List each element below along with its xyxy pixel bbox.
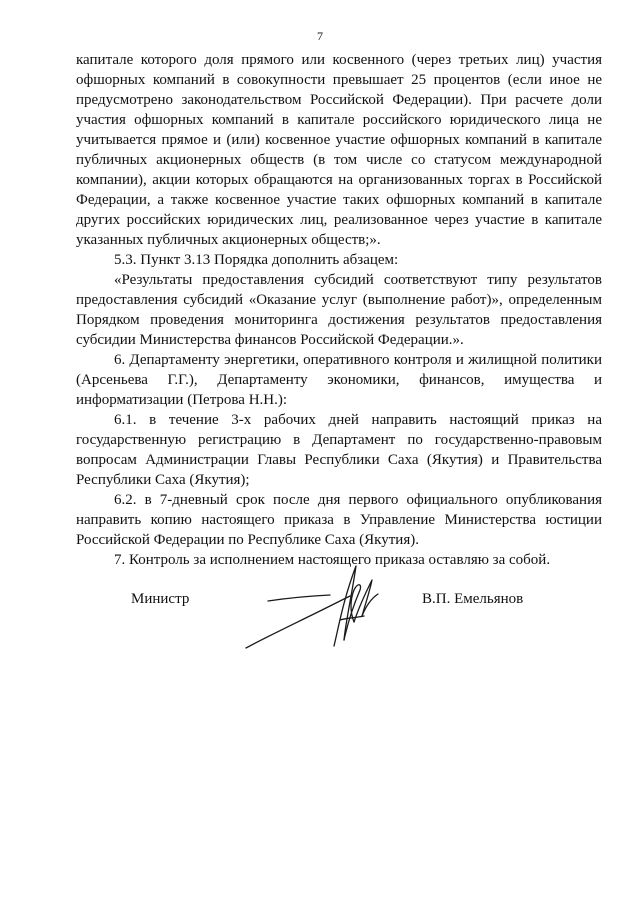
paragraph-item-6: 6. Департаменту энергетики, оперативного контроля и жилищной политики (Арсеньева Г.Г.), Департаменту экономики, финансов, имущества и информатизации (Петрова Н.Н.): (76, 352, 602, 408)
paragraph-quote-results: «Результаты предоставления субсидий соответствуют типу результатов предоставления субсидий «Оказание услуг (выполнение работ)», определенным Порядком проведения мониторинга достижения результатов предоставления субсидии Министерства финансов Российской Федерации.». (76, 272, 602, 348)
handwritten-signature (238, 560, 388, 660)
paragraph-item-6-2: 6.2. в 7-дневный срок после дня первого официального опубликования направить копию настоящего приказа в Управление Министерства юстиции Российской Федерации по Республике Саха (Якутия). (76, 492, 602, 548)
paragraph-item-7: 7. Контроль за исполнением настоящего приказа оставляю за собой. (114, 552, 551, 568)
paragraph-item-6-1: 6.1. в течение 3-х рабочих дней направить настоящий приказ на государственную регистрацию в Департамент по государственно-правовым вопросам Администрации Главы Республики Саха (Якутия) и Правительства Республики Саха (Якутия); (76, 412, 602, 488)
signatory-title: Министр (131, 591, 190, 607)
paragraph-continuation: капитале которого доля прямого или косвенного (через третьих лиц) участия офшорных компаний в совокупности превышает 25 процентов (если иное не предусмотрено законодательством Российской Федерации). При расчете доли участия офшорных компаний в капитале российского юридического лица не учитывается прямое и (или) косвенное участие офшорных компаний в капитале публичных акционерных обществ (в том числе со статусом международной компании), акции которых обращаются на организованных торгах в Российской Федерации, а также косвенное участие таких офшорных компаний в капитале других российских юридических лиц, реализованное через участие в капитале указанных публичных акционерных обществ;». (76, 52, 602, 248)
signatory-name: В.П. Емельянов (422, 591, 524, 607)
signature-block (0, 560, 640, 670)
paragraph-item-5-3: 5.3. Пункт 3.13 Порядка дополнить абзацем: (114, 252, 399, 268)
document-body (76, 50, 602, 570)
page-number: 7 (317, 29, 323, 43)
